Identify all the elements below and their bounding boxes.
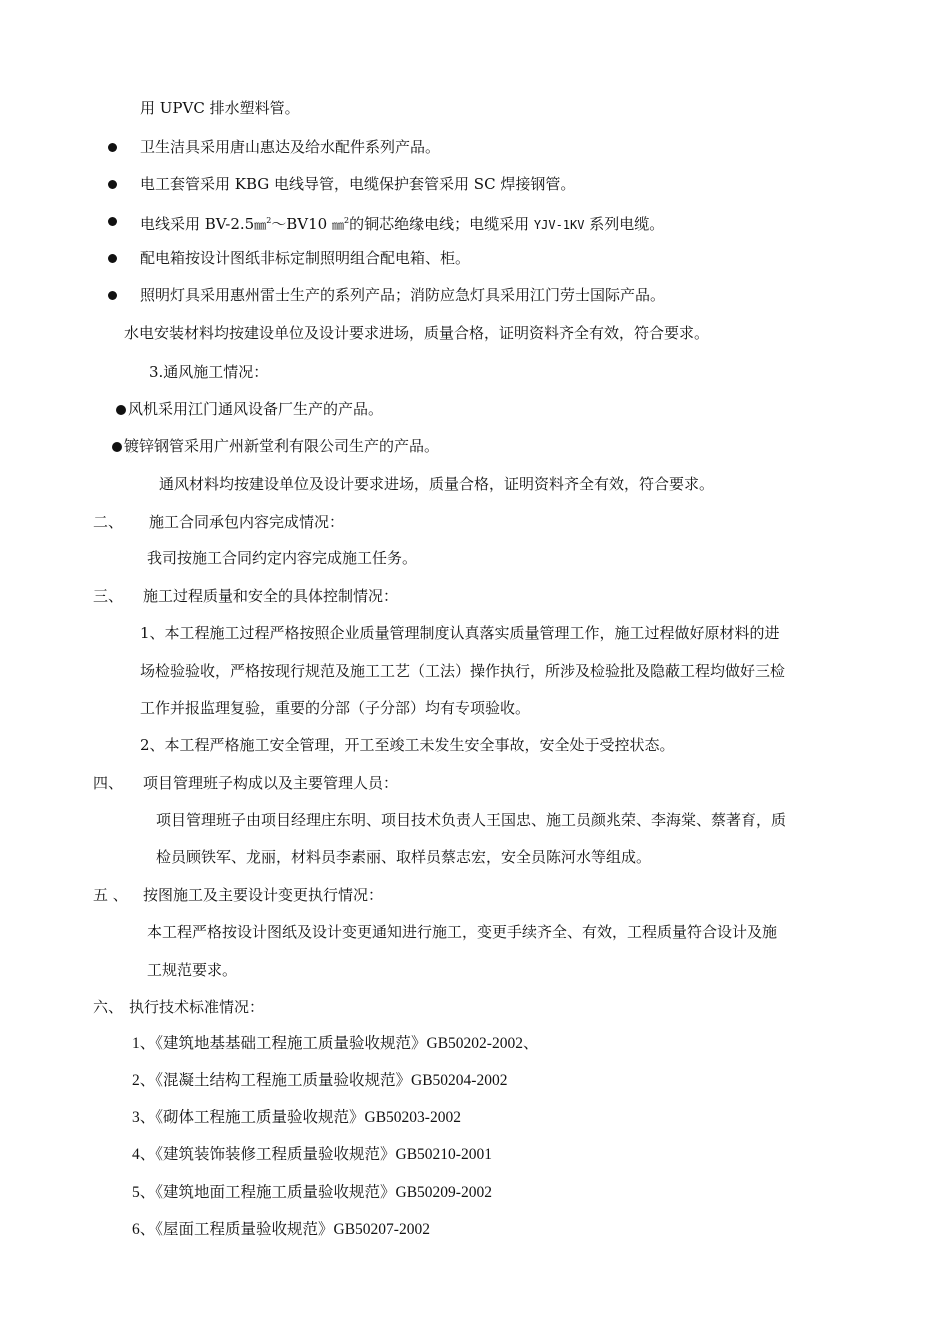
section-body: 项目管理班子由项目经理庄东明、项目技术负责人王国忠、施工员颜兆荣、李海棠、蔡著育，质	[156, 811, 787, 829]
bullet-icon	[108, 180, 117, 189]
wire-spec-b: ～BV10	[271, 215, 332, 233]
wire-spec-e: 系列电缆。	[584, 215, 665, 233]
unit-mm: ㎜	[332, 218, 345, 232]
section-title: 执行技术标准情况：	[129, 998, 265, 1016]
section-body: 场检验验收，严格按现行规范及施工工艺（工法）操作执行，所涉及检验批及隐蔽工程均做好三检	[140, 662, 786, 680]
section-body: 2、本工程严格施工安全管理，开工至竣工未发生安全事故，安全处于受控状态。	[140, 736, 675, 754]
list-item	[140, 211, 664, 235]
list-item: 配电箱按设计图纸非标定制照明组合配电箱、柜。	[140, 249, 471, 267]
list-item	[116, 399, 383, 419]
standard-item: 1、《建筑地基基础工程施工质量验收规范》GB50202-2002、	[132, 1035, 539, 1052]
standard-item: 5、《建筑地面工程施工质量验收规范》GB50209-2002	[132, 1184, 492, 1201]
section-title: 按图施工及主要设计变更执行情况：	[143, 886, 384, 904]
standard-item: 3、《砌体工程施工质量验收规范》GB50203-2002	[132, 1109, 461, 1126]
section-number: 四、	[93, 774, 124, 792]
bullet-icon	[108, 143, 117, 152]
section-body: 本工程严格按设计图纸及设计变更通知进行施工，变更手续齐全、有效，工程质量符合设计及施	[147, 923, 778, 941]
wire-spec-a: 电线采用 BV-2.5	[140, 215, 255, 233]
bullet-icon	[112, 442, 122, 452]
section-number: 三、	[93, 587, 124, 605]
intro-line: 用 UPVC 排水塑料管。	[140, 99, 300, 117]
standard-item: 2、《混凝土结构工程施工质量验收规范》GB50204-2002	[132, 1072, 508, 1089]
ventilation-summary: 通风材料均按建设单位及设计要求进场，质量合格，证明资料齐全有效，符合要求。	[159, 475, 715, 493]
list-item: 照明灯具采用惠州雷士生产的系列产品；消防应急灯具采用江门劳士国际产品。	[140, 286, 666, 304]
list-item	[112, 436, 439, 456]
wire-spec-c: 的铜芯绝缘电线；电缆采用	[349, 215, 534, 233]
section-body: 工作并报监理复验，重要的分部（子分部）均有专项验收。	[140, 699, 531, 717]
bullet-icon	[116, 405, 126, 415]
water-electric-summary: 水电安装材料均按建设单位及设计要求进场，质量合格，证明资料齐全有效，符合要求。	[124, 324, 710, 342]
list-item: 卫生洁具采用唐山惠达及给水配件系列产品。	[140, 138, 441, 156]
list-item-text: 风机采用江门通风设备厂生产的产品。	[128, 400, 384, 418]
unit-mm: ㎜	[254, 218, 267, 232]
list-item-text: 镀锌钢管采用广州新堂利有限公司生产的产品。	[124, 437, 440, 455]
unit-sup: 2	[344, 216, 350, 225]
section-body: 1、本工程施工过程严格按照企业质量管理制度认真落实质量管理工作，施工过程做好原材料的进	[140, 624, 780, 642]
section-number: 五 、	[93, 886, 128, 904]
section-number: 六、	[93, 998, 124, 1016]
cable-model: YJV-1KV	[533, 218, 585, 232]
bullet-icon	[108, 254, 117, 263]
section-body: 工规范要求。	[147, 961, 238, 979]
section-title: 施工过程质量和安全的具体控制情况：	[143, 587, 399, 605]
standard-item: 6、《屋面工程质量验收规范》GB50207-2002	[132, 1221, 430, 1238]
section-body: 我司按施工合同约定内容完成施工任务。	[147, 549, 418, 567]
standard-item: 4、《建筑装饰装修工程质量验收规范》GB50210-2001	[132, 1146, 492, 1163]
unit-sup: 2	[266, 216, 272, 225]
ventilation-heading: 3.通风施工情况：	[149, 363, 269, 381]
section-number: 二、	[93, 513, 124, 531]
section-body: 检员顾铁军、龙丽，材料员李素丽、取样员蔡志宏，安全员陈河水等组成。	[156, 848, 652, 866]
bullet-icon	[108, 217, 117, 226]
section-title: 施工合同承包内容完成情况：	[149, 513, 345, 531]
bullet-icon	[108, 291, 117, 300]
section-title: 项目管理班子构成以及主要管理人员：	[143, 774, 399, 792]
list-item: 电工套管采用 KBG 电线导管，电缆保护套管采用 SC 焊接钢管。	[140, 175, 576, 193]
